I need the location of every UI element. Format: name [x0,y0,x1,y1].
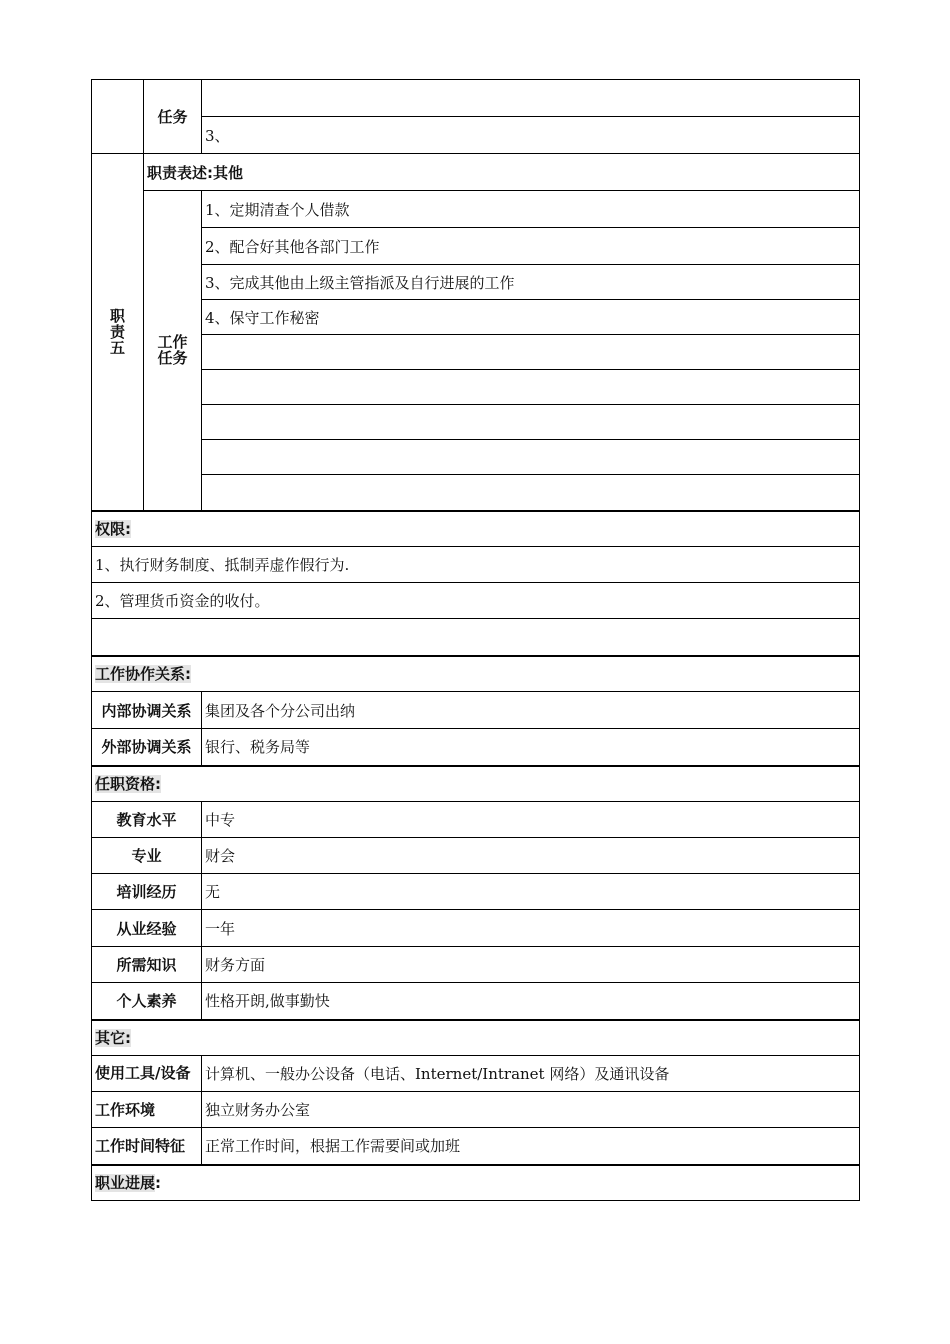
authority-item: 2、管理货币资金的收付。 [92,583,860,619]
education-value: 中专 [202,802,860,838]
duty5-side-label-char: 五 [109,338,125,357]
duty5-task-item: 3、完成其他由上级主管指派及自行进展的工作 [202,265,860,300]
other-title [92,1020,860,1056]
task-row-empty [202,80,860,117]
duty5-side-label-char: 职 [109,306,125,325]
task-label: 任务 [144,80,202,154]
training-value: 无 [202,874,860,910]
external-coordination-value: 银行、税务局等 [202,729,860,766]
task-item: 3、 [202,117,860,154]
experience-value: 一年 [202,910,860,947]
authority-item: 1、执行财务制度、抵制弄虚作假行为. [92,547,860,583]
qualification-title-text: 任职资格: [95,775,161,794]
authority-empty [92,619,860,656]
major-label: 专业 [92,838,202,874]
duty5-task-item: 4、保守工作秘密 [202,300,860,335]
qualification-title [92,766,860,802]
job-description-table [91,79,860,1201]
tools-value: 计算机、一般办公设备（电话、Internet/Intranet 网络）及通讯设备 [202,1056,860,1092]
duty5-task-label-line: 工作 [157,333,188,352]
cooperation-title [92,656,860,692]
personal-quality-label: 个人素养 [92,983,202,1020]
career-title [92,1165,860,1201]
major-value: 财会 [202,838,860,874]
duty5-task-item: 2、配合好其他各部门工作 [202,228,860,265]
career-title-text: 职业进展 [95,1174,156,1193]
education-label: 教育水平 [92,802,202,838]
duty5-task-empty [202,475,860,511]
duty5-task-empty [202,370,860,405]
internal-coordination-value: 集团及各个分公司出纳 [202,692,860,729]
duty5-description: 职责表述:其他 [144,154,860,191]
authority-title-text: 权限: [95,520,131,539]
knowledge-label: 所需知识 [92,947,202,983]
other-title-text: 其它: [95,1029,131,1048]
knowledge-value: 财务方面 [202,947,860,983]
job-description-document [91,79,859,1201]
authority-title [92,511,860,547]
experience-label: 从业经验 [92,910,202,947]
blank-side-cell [92,80,144,154]
duty5-task-empty [202,440,860,475]
duty5-side-label [92,154,144,511]
duty5-task-empty [202,335,860,370]
duty5-task-label-line: 任务 [157,349,188,368]
work-environment-value: 独立财务办公室 [202,1092,860,1128]
tools-label: 使用工具/设备 [92,1056,202,1092]
work-environment-label: 工作环境 [92,1092,202,1128]
duty5-task-label [144,191,202,511]
duty5-task-empty [202,405,860,440]
internal-coordination-label: 内部协调关系 [92,692,202,729]
cooperation-title-text: 工作协作关系: [95,665,191,684]
duty5-task-item: 1、定期清查个人借款 [202,191,860,228]
career-title-colon: : [155,1174,162,1193]
work-time-value: 正常工作时间，根据工作需要间或加班 [202,1128,860,1165]
duty5-side-label-char: 责 [109,322,125,341]
work-time-label: 工作时间特征 [92,1128,202,1165]
personal-quality-value: 性格开朗,做事勤快 [202,983,860,1020]
external-coordination-label: 外部协调关系 [92,729,202,766]
training-label: 培训经历 [92,874,202,910]
